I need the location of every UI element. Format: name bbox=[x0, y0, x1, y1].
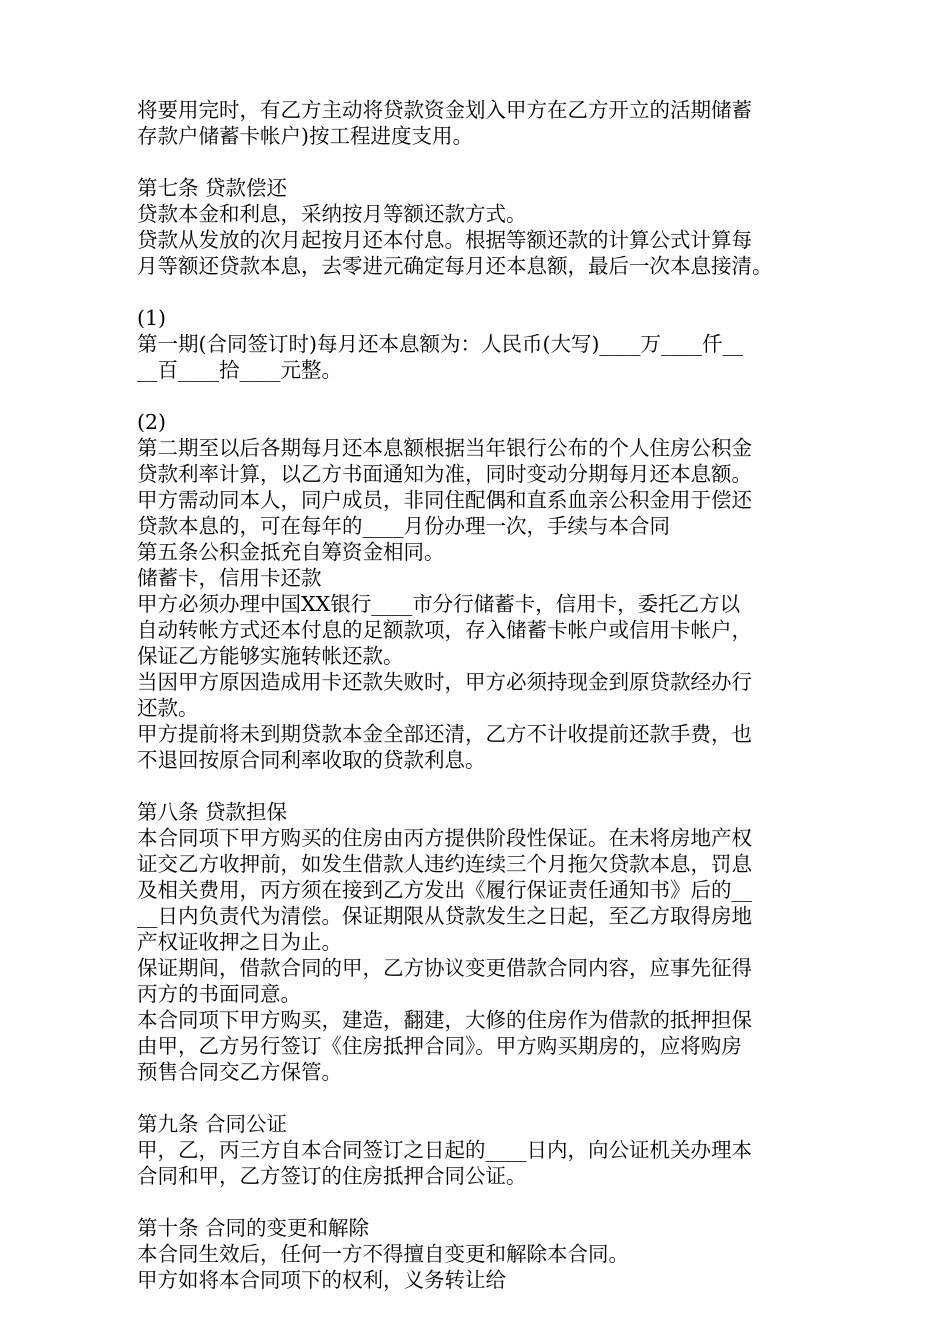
text-line: 甲方需动同本人，同户成员，非同住配偶和直系血亲公积金用于偿还 bbox=[137, 488, 752, 512]
text-line: 本合同生效后，任何一方不得擅自变更和解除本合同。 bbox=[137, 1242, 629, 1266]
text-line: 合同和甲，乙方签订的住房抵押合同公证。 bbox=[137, 1164, 527, 1188]
text-line: __日内负责代为清偿。保证期限从贷款发生之日起，至乙方取得房地 bbox=[137, 904, 752, 928]
text-line: 第一期(合同签订时)每月还本息额为：人民币(大写)____万____仟__ bbox=[137, 332, 743, 356]
paragraph-spacer bbox=[137, 149, 817, 175]
paragraph bbox=[137, 201, 817, 227]
text-line: 贷款本金和利息，采纳按月等额还款方式。 bbox=[137, 202, 527, 226]
paragraph bbox=[137, 409, 817, 435]
text-line: 贷款利率计算，以乙方书面通知为准，同时变动分期每月还本息额。 bbox=[137, 462, 752, 486]
text-line: 本合同项下甲方购买的住房由丙方提供阶段性保证。在未将房地产权 bbox=[137, 826, 752, 850]
text-line: 月等额还贷款本息，去零进元确定每月还本息额，最后一次本息接清。 bbox=[137, 254, 773, 278]
paragraph-spacer bbox=[137, 279, 817, 305]
text-line: 保证乙方能够实施转帐还款。 bbox=[137, 644, 404, 668]
text-line: __百____拾____元整。 bbox=[137, 358, 342, 382]
text-line: 甲，乙，丙三方自本合同签订之日起的____日内，向公证机关办理本 bbox=[137, 1138, 752, 1162]
text-line: 还款。 bbox=[137, 696, 199, 720]
paragraph bbox=[137, 591, 817, 669]
paragraph bbox=[137, 1267, 817, 1293]
text-line: 产权证收押之日为止。 bbox=[137, 930, 342, 954]
paragraph bbox=[137, 1241, 817, 1267]
text-line: 贷款从发放的次月起按月还本付息。根据等额还款的计算公式计算每 bbox=[137, 228, 752, 252]
paragraph bbox=[137, 487, 817, 539]
paragraph bbox=[137, 305, 817, 331]
text-line: 第二期至以后各期每月还本息额根据当年银行公布的个人住房公积金 bbox=[137, 436, 752, 460]
text-line: 预售合同交乙方保管。 bbox=[137, 1060, 342, 1084]
text-line: 及相关费用，丙方须在接到乙方发出《履行保证责任通知书》后的__ bbox=[137, 878, 752, 902]
text-line: 自动转帐方式还本付息的足额款项，存入储蓄卡帐户或信用卡帐户， bbox=[137, 618, 752, 642]
paragraph bbox=[137, 955, 817, 1007]
text-line: 存款户储蓄卡帐户)按工程进度支用。 bbox=[137, 124, 473, 148]
text-line: 本合同项下甲方购买，建造，翻建，大修的住房作为借款的抵押担保 bbox=[137, 1008, 752, 1032]
paragraph-spacer bbox=[137, 1085, 817, 1111]
paragraph bbox=[137, 721, 817, 773]
text-line: 第五条公积金抵充自筹资金相同。 bbox=[137, 540, 445, 564]
text-line: (2) bbox=[137, 410, 167, 434]
text-line: 丙方的书面同意。 bbox=[137, 982, 301, 1006]
paragraph-spacer bbox=[137, 1189, 817, 1215]
paragraph bbox=[137, 227, 817, 279]
paragraph bbox=[137, 539, 817, 565]
paragraph bbox=[137, 331, 817, 383]
paragraph bbox=[137, 565, 817, 591]
text-line: 甲方必须办理中国XX银行____市分行储蓄卡，信用卡，委托乙方以 bbox=[137, 592, 741, 616]
text-line: 当因甲方原因造成用卡还款失败时，甲方必须持现金到原贷款经办行 bbox=[137, 670, 752, 694]
paragraph bbox=[137, 1215, 817, 1241]
text-line: 贷款本息的，可在每年的____月份办理一次，手续与本合同 bbox=[137, 514, 670, 538]
text-line: 保证期间，借款合同的甲，乙方协议变更借款合同内容，应事先征得 bbox=[137, 956, 752, 980]
paragraph bbox=[137, 97, 817, 149]
text-line: 第十条 合同的变更和解除 bbox=[137, 1216, 370, 1240]
paragraph bbox=[137, 1137, 817, 1189]
text-line: 甲方如将本合同项下的权利，义务转让给 bbox=[137, 1268, 506, 1292]
paragraph bbox=[137, 1007, 817, 1085]
paragraph bbox=[137, 669, 817, 721]
paragraph bbox=[137, 175, 817, 201]
text-line: 第七条 贷款偿还 bbox=[137, 176, 288, 200]
text-line: 甲方提前将未到期贷款本金全部还清，乙方不计收提前还款手费，也 bbox=[137, 722, 752, 746]
paragraph bbox=[137, 435, 817, 487]
text-line: (1) bbox=[137, 306, 167, 330]
text-line: 第八条 贷款担保 bbox=[137, 800, 288, 824]
text-line: 由甲，乙方另行签订《住房抵押合同》。甲方购买期房的，应将购房 bbox=[137, 1034, 742, 1058]
paragraph-spacer bbox=[137, 773, 817, 799]
paragraph bbox=[137, 825, 817, 955]
paragraph bbox=[137, 799, 817, 825]
text-line: 储蓄卡，信用卡还款 bbox=[137, 566, 322, 590]
paragraph-spacer bbox=[137, 383, 817, 409]
text-line: 不退回按原合同利率收取的贷款利息。 bbox=[137, 748, 486, 772]
text-line: 将要用完时，有乙方主动将贷款资金划入甲方在乙方开立的活期储蓄 bbox=[137, 98, 752, 122]
paragraph bbox=[137, 1111, 817, 1137]
text-line: 证交乙方收押前，如发生借款人违约连续三个月拖欠贷款本息，罚息 bbox=[137, 852, 752, 876]
document-page bbox=[137, 97, 817, 1293]
text-line: 第九条 合同公证 bbox=[137, 1112, 288, 1136]
